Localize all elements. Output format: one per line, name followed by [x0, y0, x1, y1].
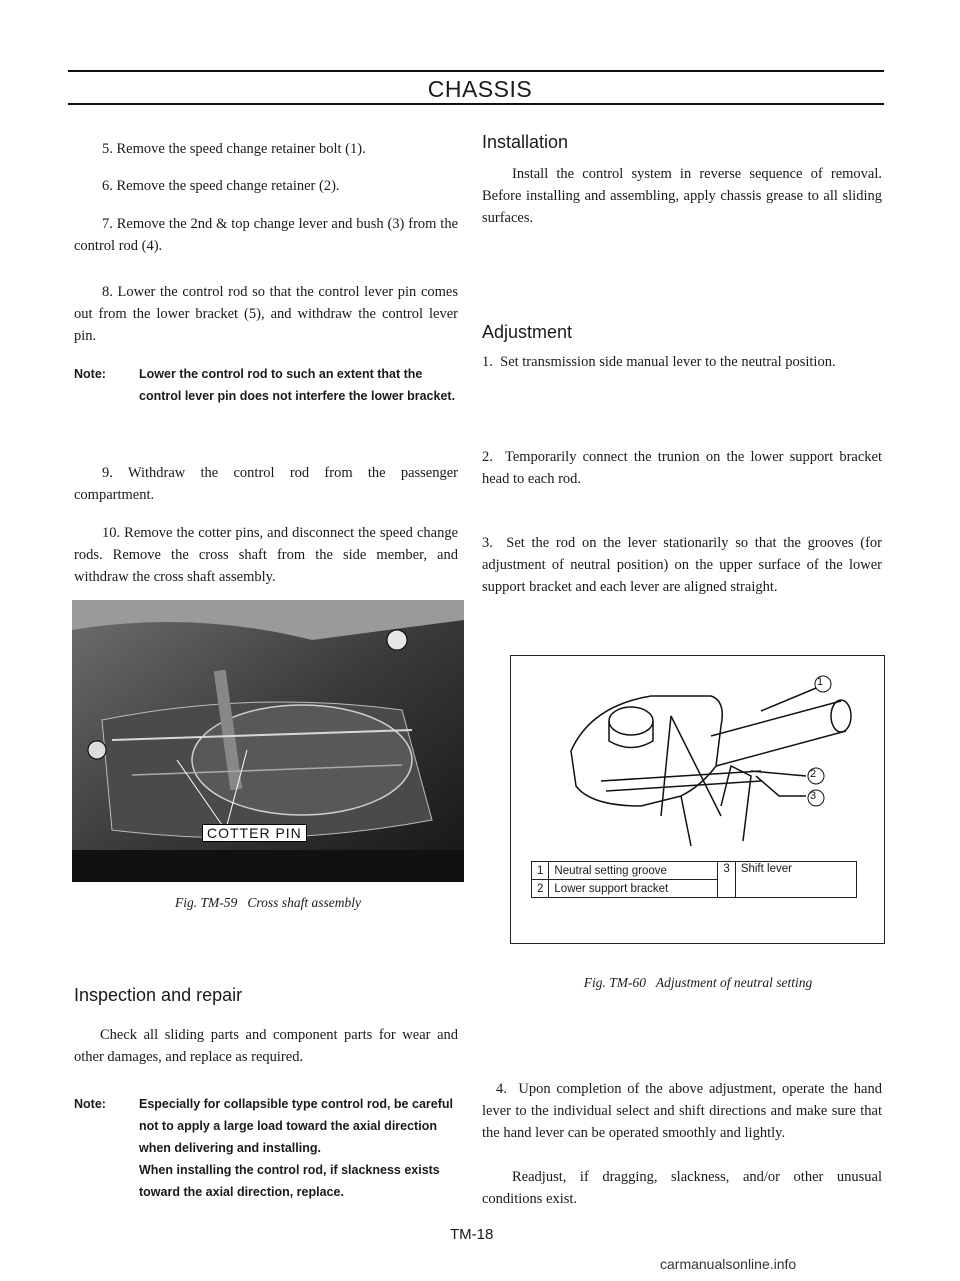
inspection-body — [74, 1024, 458, 1068]
diagram-legend — [531, 861, 857, 898]
step-6-block — [74, 175, 458, 197]
caption-text: Adjustment of neutral setting — [655, 975, 813, 990]
adj-step-2 — [482, 446, 882, 490]
diagram-drawing — [511, 656, 884, 856]
adj-step-3-block — [482, 532, 882, 598]
step-text: Remove the speed change retainer (2). — [116, 178, 340, 194]
step-number: 4. — [496, 1081, 507, 1097]
note-2 — [74, 1093, 458, 1203]
legend-number: 1 — [532, 862, 549, 880]
step-text: Remove the speed change retainer bolt (1). — [116, 141, 366, 157]
legend-row — [532, 862, 857, 880]
legend-label: Neutral setting groove — [549, 862, 718, 880]
page-number: TM-18 — [450, 1226, 494, 1243]
cross-shaft-photo — [72, 600, 464, 882]
inspection-heading: Inspection and repair — [74, 985, 243, 1005]
step-text: Remove the 2nd & top change lever and bush (3) from the control rod (4). — [74, 216, 459, 254]
adj-step-3 — [482, 532, 882, 598]
adj-step-1 — [482, 351, 882, 373]
note-text: Lower the control rod to such an extent that the control lever pin does not interfere the lower bracket. — [139, 367, 456, 403]
step-10-block — [74, 522, 458, 588]
installation-text: Install the control system in reverse sequence of removal. Before installing and assembling, apply chassis grease to all sliding surfaces. — [482, 166, 882, 226]
installation-heading: Installation — [482, 132, 569, 152]
neutral-setting-diagram — [510, 655, 885, 944]
step-number: 1. — [482, 354, 493, 370]
adj-step-4-block — [482, 1078, 882, 1144]
caption-text: Cross shaft assembly — [247, 895, 361, 910]
legend-label: Shift lever — [735, 862, 856, 898]
fig-tm59-caption — [72, 895, 464, 911]
step-text: Temporarily connect the trunion on the lower support bracket head to each rod. — [482, 449, 882, 487]
header-bottom-rule — [68, 103, 884, 105]
readjust-text: Readjust, if dragging, slackness, and/or other unusual conditions exist. — [482, 1169, 882, 1207]
readjust-block — [482, 1166, 882, 1210]
note-text-2: When installing the control rod, if slackness exists toward the axial direction, replace. — [139, 1163, 440, 1199]
callout-2: 2 — [810, 768, 817, 780]
step-number: 8. — [102, 284, 113, 300]
callout-3: 3 — [810, 790, 817, 802]
step-6 — [74, 175, 458, 197]
inspection-text: Check all sliding parts and component parts for wear and other damages, and replace as required. — [74, 1027, 458, 1065]
step-7-block — [74, 213, 458, 257]
step-text: Remove the cotter pins, and disconnect the speed change rods. Remove the cross shaft from the side member, and withdraw the cross shaft assembly. — [74, 525, 459, 585]
note-text: Especially for collapsible type control rod, be careful not to apply a large load toward the axial direction when delivering and installing. — [139, 1097, 453, 1155]
step-text: Withdraw the control rod from the passenger compartment. — [74, 465, 458, 503]
inspection-section — [74, 985, 458, 1006]
watermark: carmanualsonline.info — [660, 1256, 797, 1272]
legend-number: 2 — [532, 880, 549, 898]
step-text: Set the rod on the lever stationarily so that the grooves (for adjustment of neutral position) on the upper surface of the lower support bracket and each lever are aligned straight. — [482, 535, 882, 595]
legend-number: 3 — [718, 862, 735, 898]
note-label: Note: — [74, 1097, 106, 1111]
note-label: Note: — [74, 367, 106, 381]
step-7 — [74, 213, 458, 257]
left-column — [74, 138, 458, 160]
caption-number: Fig. TM-59 — [175, 895, 238, 910]
adjustment-heading: Adjustment — [482, 322, 573, 342]
step-9 — [74, 462, 458, 506]
cotter-pin-label: COTTER PIN — [202, 824, 307, 842]
callout-1: 1 — [817, 676, 824, 688]
step-number: 6. — [102, 178, 113, 194]
installation-body — [482, 163, 882, 229]
step-number: 3. — [482, 535, 493, 551]
legend-label: Lower support bracket — [549, 880, 718, 898]
note-1 — [74, 363, 458, 407]
step-8 — [74, 281, 458, 347]
step-5 — [74, 138, 458, 160]
step-text: Upon completion of the above adjustment, operate the hand lever to the individual select and shift directions and make sure that the hand lever can be operated smoothly and lightly. — [482, 1081, 882, 1141]
step-number: 5. — [102, 141, 113, 157]
step-9-block — [74, 462, 458, 506]
step-10 — [74, 522, 458, 588]
step-number: 7. — [102, 216, 113, 232]
header-top-rule — [68, 70, 884, 72]
adjustment-section — [482, 322, 882, 343]
fig-tm60-caption — [510, 975, 886, 991]
step-text: Lower the control rod so that the control lever pin comes out from the lower bracket (5), and withdraw the control lever pin. — [74, 284, 458, 344]
caption-number: Fig. TM-60 — [583, 975, 646, 990]
page-title: CHASSIS — [427, 76, 533, 102]
adj-step-2-block — [482, 446, 882, 490]
installation-section — [482, 132, 882, 153]
adj-step-1-block — [482, 351, 882, 373]
step-number: 9. — [102, 465, 113, 481]
step-8-block — [74, 281, 458, 347]
adj-step-4 — [482, 1078, 882, 1144]
step-number: 10. — [102, 525, 121, 541]
step-number: 2. — [482, 449, 493, 465]
step-text: Set transmission side manual lever to the neutral position. — [500, 354, 836, 370]
